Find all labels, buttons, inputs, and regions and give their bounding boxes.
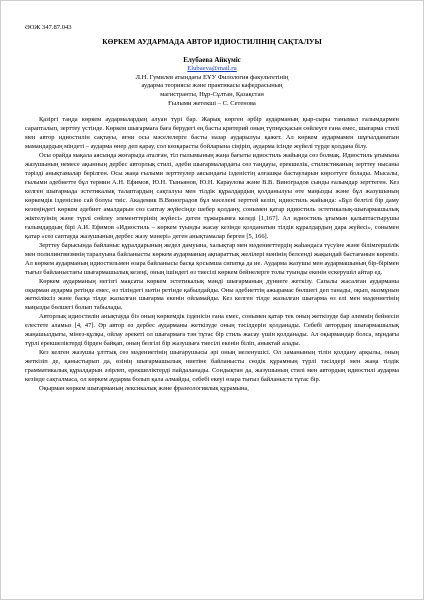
body-paragraph: Көркем аударманың негізгі мақсаты көркем эстетикалық мәнді шығарманың дүниеге жеткізу. Сапалы жасалған аударманы оқырман аударма ретінде емес, өз тіліндегі мәтін ретінде қабылдайды. Оны әдебиеттің ажырамас бөлшегі деп танады, оқып, мазмұнын жеткіліксіз және басқа тілде жазылған шығарма екенін ойламайды. Кез келген тілде жазылған шығарма өз елі мен мәдениетінің маңызды бөлшегі болып табылады.: [25, 277, 399, 312]
body-paragraph: Авторлық идиостилін анықтауда біз оның көркемдік ізденісін ғана емес, сонымен қатар тек оның жеткізуде бар әлемнің бейнесін елестете аламыз [4, 47]. Әр автор өз дербес аударманы жеткізуде оның тәсілдерін қолданады. Себебі автордың шығармашылық жаңашылдығы, мінез-құлқы, ойлау әрекеті ол шығармаға тән тұтас бір стиль жасау үшін қолданады. Ал оқырмандар болса, мұндағы түрлі ерекшеліктерді бірден байқап, оның белгілі бір жазушыға тиесілі екенін біліп, аныктай алады.: [25, 313, 399, 348]
body-paragraph: Оқырман көркем шығарманың лексикалық және фразеологиялық құрамына,: [39, 385, 249, 392]
author-name: Елубаева Айкүміс: [183, 56, 241, 64]
affiliation-line: аударма теориясы және практикасы кафедрасының: [141, 82, 283, 90]
author-email-link[interactable]: Elubaeva@mail.ru: [187, 65, 237, 72]
affiliation-line: Л.Н. Гумилев атындағы ЕҰУ Филология факультетінің: [135, 73, 289, 81]
body-paragraph: Осы орайда мақала аясында жоғарыда аталған, тіл ғылымының жаңа бағыты идиостиль жайында сөз болмақ. Идиостиль ұғымына жазушының немесе ақынның дербес авторлық стилі, әдеби шығармалардағы сөз таңдауы, ерекшелік, стилистиканың зерттеу нысаны тәрізді анықтамалар берілген. Осы жаңа ғылыми зерттеулер аясындағы ізденістің алғашқы бастауларын көрсетуге болады. Мысалы, ғылыми әдебиетте бұл термин А.Н. Ефимов, Ю.Н. Тыньянов, Ю.Н. Караулова және В.В. Виноградов сынды ғалымдар зерттеген. Кез келген шығармада эстетикалық талаптардың сақталуы мен тілдік құралдардың қолданылуы өте маңызды және бұл жазушының көркемдік ізденісіне сай болуы тиіс. Академик В.Виноградов бұл мәселені зерттей келіп, идиостиль жайында: «Бұл белгілі бір даму кезеңіндегі көркем әдебиет амалдарын сөз саптау жүйесінде шебер қолдану, сонымен қатар идиостиль эстетикалық-шығармашылық жіктелуінің және түрлі сөйлеу элементтерінің жүйесі» деген тұжырымға келеді [1,167]. Ал идиостиль ұғымын қалыптастырушы ғалымдардың бірі А.И. Ефимов «Идиостиль – көркем туынды жасау кезінде қолданатын тілдік құралдардың дара жүйесі», сонымен қатар «сөз саптауда жазушының дербес жазу мәнері» деген анықтамалар берген [5, 166].: [25, 152, 399, 240]
supervisor-line: Ғылыми жетекші – С. Сетенова: [168, 99, 256, 107]
body-paragraph: Қазіргі таңда көркем аудармалардың алуан түрі бар. Жарық көрген әрбір аударманың қыр-сыры танымал ғалымдармен сарапталып, зерттеу үстінде. Көркем шығармаға баға берудегі ең басты критерий оның түпнұсқасын сөйлеуге ғана емес, шығарма стилі мен автор идиостилін сақтауы, яғни осы мәселелерге басты назар аударылуы қажет. Ал көркем аудармамен шұғылданатын мамандардың міндеті – аударма өнер деп қарау, сол көзқарасты бойларына сіңіріп, аударма ісінде жүйелі түрде қолдана білу.: [25, 116, 399, 151]
affiliation-line: магистранты, Нұр-Сұлтан, Қазақстан: [160, 91, 264, 98]
udc-code: ӘОЖ 347.87.043: [25, 24, 72, 31]
body-paragraph: Кез келген жазушы ұлттық сөз мәдениетінің шығарушысы әрі оның иеленушісі. Ол заманының тілін қолдану арқылы, оның жеткізіп де, қаныстырып да, өзінің шығармашылық ниетіне байланысты сөздік құрамның түрлі тәсілдері мен жаңа тілдік грамматикалық құралдарын әзірлеп, ерекшеліктерді пайдаланады. Сондықтан да, жазушының стилі мен автордың идиостилі аударма кезінде сақталмаса, ол көркем аударма болып қала алмайды, себебі екеуі өзара тығыз байланыста тұтас бір.: [25, 349, 399, 384]
body-paragraph: Зерттеу барысында байланыс құралдарының жедел дамуына, халықтар мен мәдениеттердің жаһандаса түсуіне және білімгершілік мен полилингвизмнің таралуына байланысты көркем аударманың ақпараттық желілері мәнінің белсенді жақындай бастағанын көреміз. Ал көркем аударманың идиостильмен өзара байланысы басқа қосымша сипатқа да ие. Аударма жазушы мен аудармашының бір-бірімен тығыз байланыстағы шығармашылық кезеңі, оның ішіндегі өз тиесілі көркем бейнелерге толы туынды екенін ескерушіл айтар ед.: [25, 241, 399, 276]
article-title: КӨРКЕМ АУДАРМАДА АВТОР ИДИОСТИЛІНІҢ САҚТАЛУЫ: [102, 37, 322, 46]
